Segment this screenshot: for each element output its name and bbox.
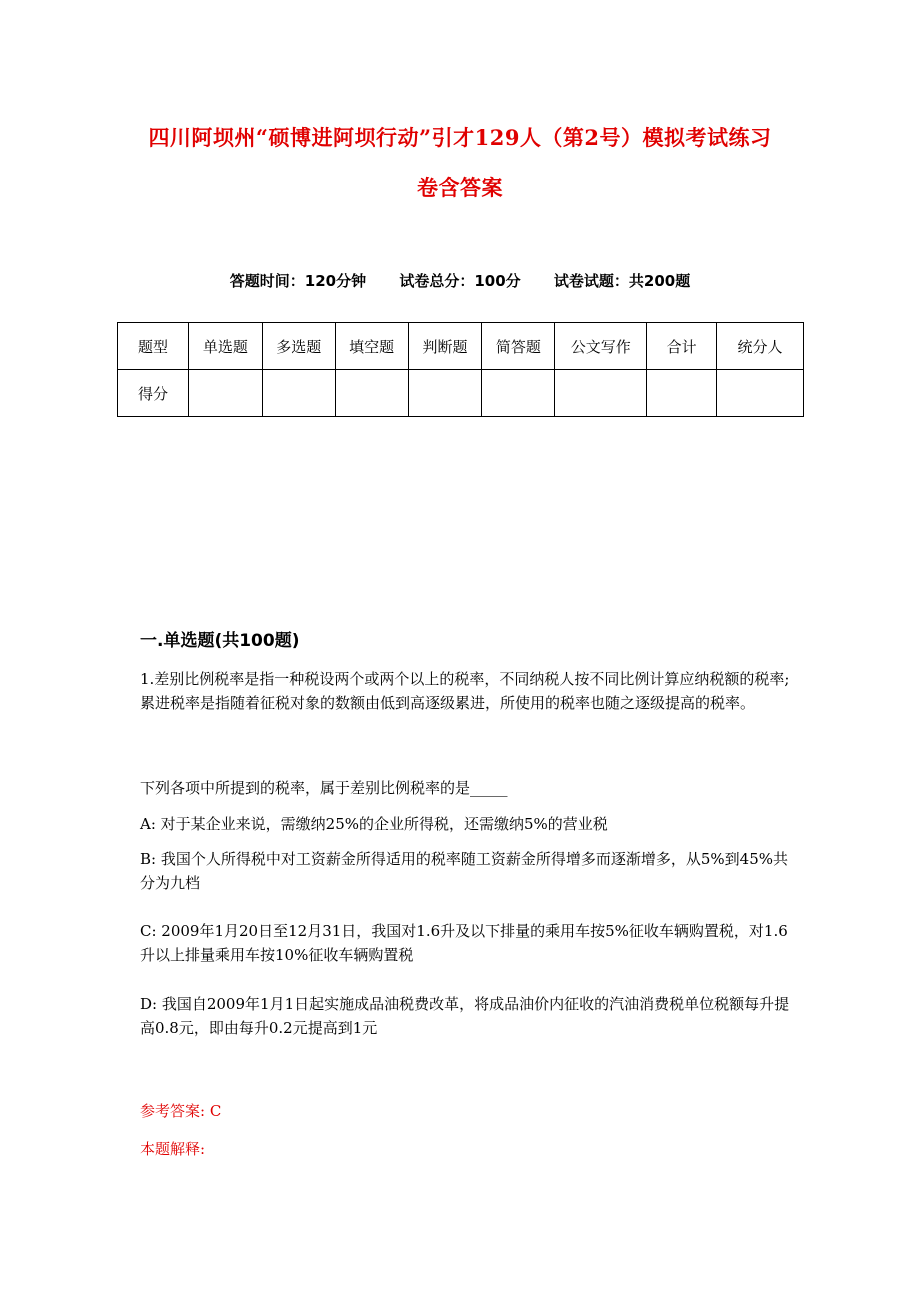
score-table-score-row (118, 370, 804, 417)
score-cell (188, 370, 262, 417)
score-table-header-row (118, 323, 804, 370)
option-c: C: 2009年1月20日至12月31日，我国对1.6升及以下排量的乘用车按5%征收车辆购置税，对1.6升以上排量乘用车按10%征收车辆购置税 (140, 922, 788, 964)
score-cell (482, 370, 555, 417)
score-cell (335, 370, 408, 417)
score-table-header: 多选题 (262, 323, 335, 370)
option-b: B: 我国个人所得税中对工资薪金所得适用的税率随工资薪金所得增多而逐渐增多，从5%到45%共分为九档 (140, 850, 788, 892)
exam-question-count: 试卷试题：共200题 (553, 272, 691, 290)
exam-title-line2: 卷含答案 (417, 175, 503, 200)
score-table-header: 简答题 (482, 323, 555, 370)
section-heading: 一.单选题(共100题) (140, 631, 300, 651)
option-a: A: 对于某企业来说，需缴纳25%的企业所得税，还需缴纳5%的营业税 (140, 815, 608, 833)
exam-title-line1: 四川阿坝州“硕博进阿坝行动”引才129人（第2号）模拟考试练习 (148, 125, 772, 150)
score-table (117, 322, 804, 417)
score-table-header: 统分人 (717, 323, 804, 370)
score-cell (262, 370, 335, 417)
score-table-header: 合计 (647, 323, 717, 370)
score-cell (717, 370, 804, 417)
score-cell (555, 370, 647, 417)
question-stem: 1.差别比例税率是指一种税设两个或两个以上的税率，不同纳税人按不同比例计算应纳税额的税率;累进税率是指随着征税对象的数额由低到高逐级累进，所使用的税率也随之逐级提高的税率。 (140, 670, 790, 712)
exam-meta (0, 270, 920, 291)
reference-answer: 参考答案: C (140, 1102, 222, 1120)
score-row-label: 得分 (118, 370, 189, 417)
exam-total-score: 试卷总分：100分 (399, 272, 521, 290)
score-table-header: 单选题 (188, 323, 262, 370)
exam-time: 答题时间：120分钟 (229, 272, 367, 290)
score-table-header: 题型 (118, 323, 189, 370)
score-cell (408, 370, 482, 417)
score-table-header: 判断题 (408, 323, 482, 370)
explanation-label: 本题解释: (140, 1140, 206, 1158)
score-table-header: 公文写作 (555, 323, 647, 370)
option-d: D: 我国自2009年1月1日起实施成品油税费改革，将成品油价内征收的汽油消费税单位税额每升提高0.8元，即由每升0.2元提高到1元 (140, 995, 790, 1037)
score-table-header: 填空题 (335, 323, 408, 370)
score-cell (647, 370, 717, 417)
question-prompt: 下列各项中所提到的税率，属于差别比例税率的是_____ (140, 779, 508, 797)
